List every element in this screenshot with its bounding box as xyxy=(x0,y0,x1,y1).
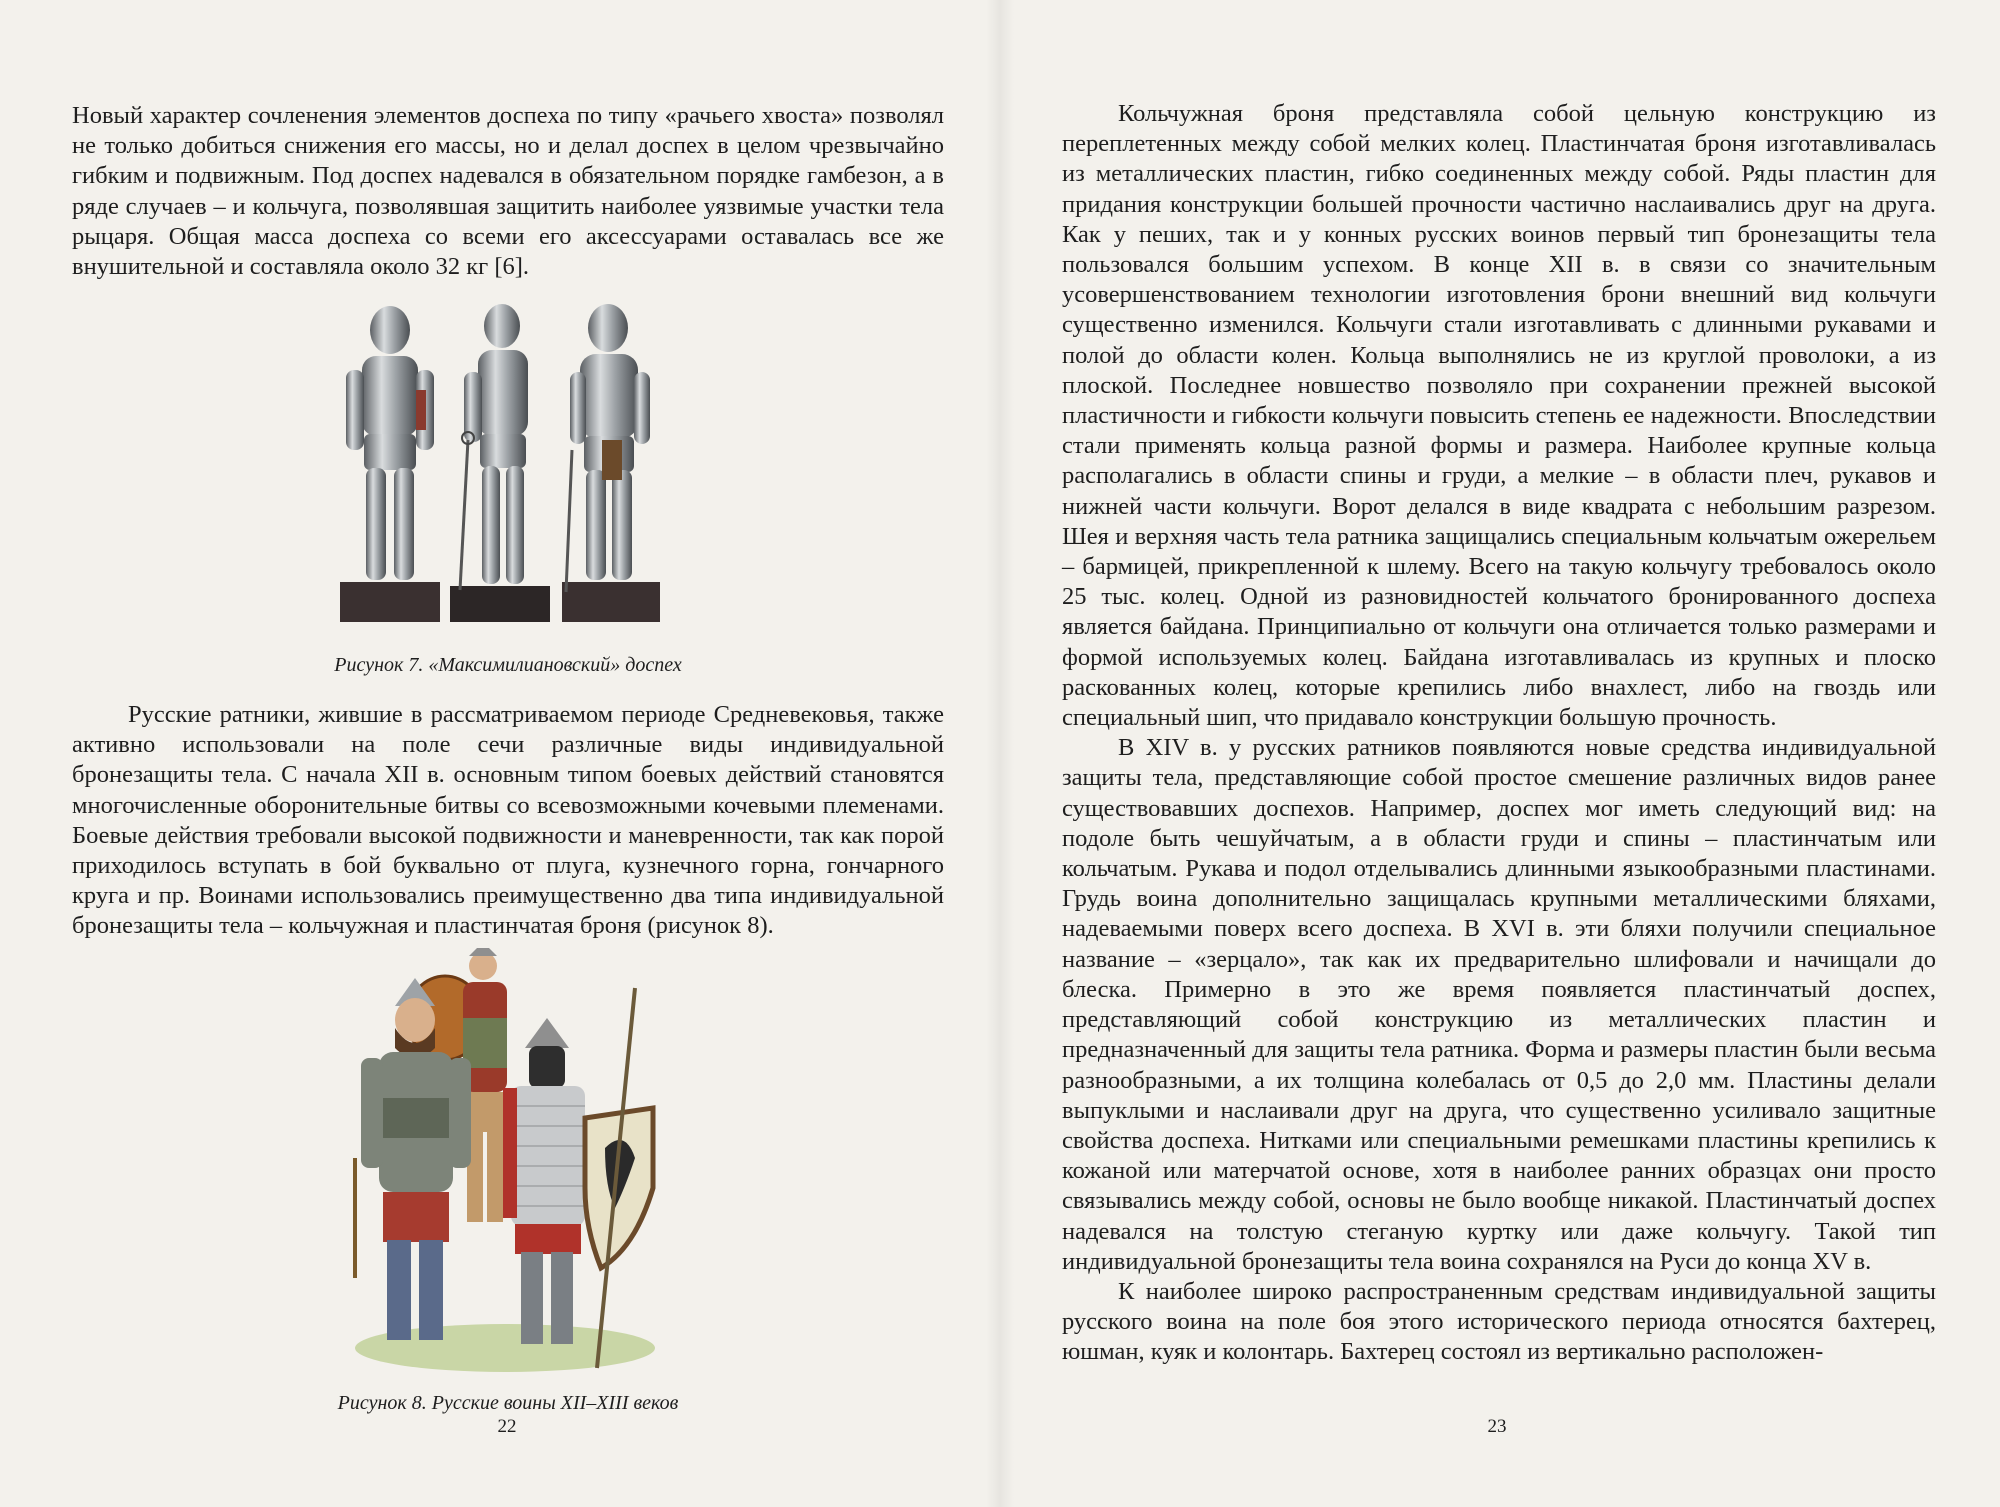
figure-7-armor-illustration xyxy=(340,300,660,630)
left-paragraph-2-text: Русские ратники, жившие в рассматриваемом периоде Средневековья, также активно использовали на поле сечи различные виды индивидуальной бронезащиты тела. С начала XII в. основным типом боевых действий становятся многочисленные оборонительные битвы со всевозможными кочевыми племенами. Боевые действия требовали высокой подвижности и маневренности, так как порой приходилось вступать в бой буквально от плуга, кузнечного горна, гончарного круга и пр. Воинами использовались преимущественно два типа индивидуальной бронезащиты тела – кольчужная и пластинчатая броня (рисунок 8). xyxy=(72,701,944,940)
page-number-left: 22 xyxy=(497,1416,517,1437)
page-number-right: 23 xyxy=(1487,1416,1507,1437)
right-paragraph-3: К наиболее широко распространенным средствам индивидуальной защиты русского воина на поле боя этого исторического периода относятся бахтерец, юшман, куяк и колонтарь. Бахтерец состоял из вертикально расположен- xyxy=(1062,1277,1936,1366)
figure-7-caption: Рисунок 7. «Максимилиановский» доспех xyxy=(334,654,682,676)
warrior-right xyxy=(503,988,653,1368)
left-paragraph-1 xyxy=(72,101,944,282)
armor-back-view xyxy=(562,304,660,622)
left-paragraph-2 xyxy=(72,700,944,942)
armor-side-view xyxy=(450,304,550,622)
figure-8-caption: Рисунок 8. Русские воины XII–XIII веков xyxy=(337,1392,679,1414)
armor-front-view xyxy=(340,306,440,622)
left-paragraph-1-text: Новый характер сочленения элементов доспеха по типу «рачьего хвоста» позволял не только добиться снижения его массы, но и делал доспех в целом чрезвычайно гибким и подвижным. Под доспех надевался в обязательном порядке гамбезон, а в ряде случаев – и кольчуга, позволявшая защитить наиболее уязвимые участки тела рыцаря. Общая масса доспеха со всеми его аксессуарами оставалась все же внушительной и составляла около 32 кг [6]. xyxy=(72,102,944,281)
right-paragraph-2: В XIV в. у русских ратников появляются новые средства индивидуальной защиты тела, представляющие собой простое смешение различных видов ранее существовавших доспехов. Например, доспех мог иметь следующий вид: на подоле быть чешуйчатым, а в области груди и спины – пластинчатым или кольчатым. Рукава и подол отделывались длинными языкообразными пластинами. Грудь воина дополнительно защищалась крупными металлическими бляхами, надеваемыми поверх всего доспеха. В XVI в. эти бляхи получили специальное название – «зерцало», так как их предварительно шлифовали и начищали до блеска. Примерно в это же время появляется пластинчатый доспех, представляющий собой конструкцию из металлических пластин и предназначенный для защиты тела ратника. Форма и размеры пластин были весьма разнообразными, а их толщина колебалась от 0,5 до 2,0 мм. Пластины делали выпуклыми и наслаивали друг на друга, что существенно усиливало защитные свойства доспеха. Нитками или специальными ремешками пластины крепились к кожаной или матерчатой основе, хотя в наиболее ранних образцах они просто связывались между собой, основы не было вообще никакой. Пластинчатый доспех надевался на толстую стеганую куртку или даже кольчугу. Такой тип индивидуальной бронезащиты тела воина сохранялся на Руси до конца XV в. xyxy=(1062,734,1936,1275)
figure-8-russian-warriors-illustration xyxy=(335,948,695,1378)
right-page-text xyxy=(1062,99,1936,1368)
right-paragraph-1: Кольчужная броня представляла собой цельную конструкцию из переплетенных между собой мелких колец. Пластинчатая броня изготавливалась из металлических пластин, гибко соединенных между собой. Ряды пластин для придания конструкции большей прочности частично наслаивались друг на друга. Как у пеших, так и у конных русских воинов первый тип бронезащиты тела пользовался большим успехом. В конце XII в. в связи со значительным усовершенствованием технологии изготовления брони внешний вид кольчуги существенно изменился. Кольчуги стали изготавливать с длинными рукавами и полой до области колен. Кольца выполнялись не из круглой проволоки, а из плоской. Последнее новшество позволяло при сохранении прежней высокой пластичности и гибкости кольчуги повысить степень ее надежности. Впоследствии стали применять кольца разной формы и размера. Наиболее крупные кольца располагались в области спины и груди, а мелкие – в области плеч, рукавов и нижней части кольчуги. Ворот делался в виде квадрата с небольшим разрезом. Шея и верхняя часть тела ратника защищались специальным кольчатым ожерельем – бармицей, прикрепленной к шлему. Всего на такую кольчугу требовалось около 25 тыс. колец. Одной из разновидностей кольчатого бронированного доспеха является байдана. Принципиально от кольчуги она отличается только размерами и формой используемых колец. Байдана изготавливалась из крупных и плоско раскованных колец, которые крепились либо внахлест, либо на гвоздь или специальный шип, что придавало конструкции большую прочность. xyxy=(1062,100,1936,732)
